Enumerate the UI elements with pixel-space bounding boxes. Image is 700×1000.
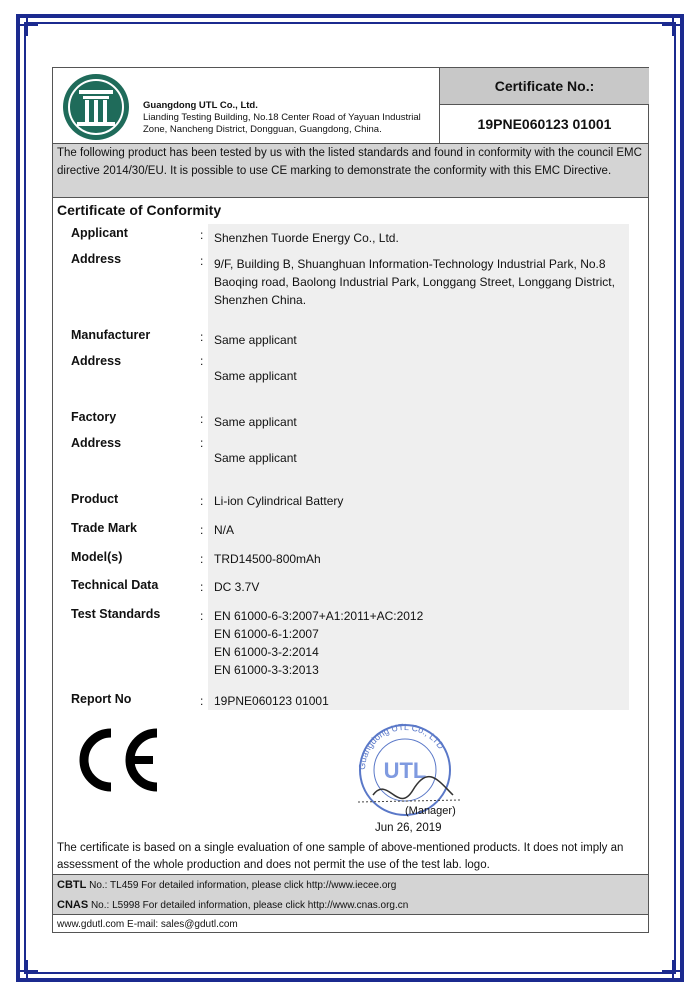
report-no-value: 19PNE060123 01001 — [214, 694, 329, 708]
model-value: TRD14500-800mAh — [214, 552, 321, 566]
certificate-header — [53, 68, 648, 144]
issue-date: Jun 26, 2019 — [375, 822, 442, 834]
test-standard-item: EN 61000-3-2:2014 — [214, 645, 319, 659]
utl-logo-icon — [61, 72, 131, 142]
applicant-label: Applicant — [71, 226, 128, 240]
cnas-text: No.: L5998 For detailed information, please click http://www.cnas.org.cn — [88, 900, 409, 911]
test-standards-label: Test Standards — [71, 607, 161, 621]
corner-ornament — [662, 14, 684, 36]
colon: : — [200, 580, 204, 594]
colon: : — [200, 412, 204, 426]
certificate-title: Certificate of Conformity — [57, 202, 222, 218]
manufacturer-value: Same applicant — [214, 333, 297, 347]
manufacturer-address-label: Address — [71, 354, 122, 368]
certificate-number-label: Certificate No.: — [440, 68, 649, 105]
applicant-address-label: Address — [71, 252, 122, 266]
colon: : — [200, 228, 204, 242]
factory-value: Same applicant — [214, 415, 297, 429]
model-label: Model(s) — [71, 550, 123, 564]
stamp-logo-text: UTL — [383, 758, 427, 783]
company-address-line1: Lianding Testing Building, No.18 Center Road of Yayuan Industrial — [143, 112, 421, 123]
cbtl-text: No.: TL459 For detailed information, please click http://www.iecee.org — [86, 880, 397, 891]
colon: : — [200, 436, 204, 450]
product-label: Product — [71, 492, 119, 506]
trademark-value: N/A — [214, 523, 235, 537]
technical-data-label: Technical Data — [71, 578, 159, 592]
manufacturer-address-value: Same applicant — [214, 369, 297, 383]
ce-mark-icon — [73, 725, 163, 795]
factory-label: Factory — [71, 410, 117, 424]
cnas-label: CNAS — [57, 899, 89, 911]
corner-ornament — [662, 960, 684, 982]
intro-statement: The following product has been tested by us with the listed standards and found in conformity with the council EMC directive 2014/30/EU. It is possible to use CE marking to demonstrate the conformity with this EMC Directive. — [53, 144, 648, 198]
test-standard-item: EN 61000-3-3:2013 — [214, 663, 319, 677]
cbtl-label: CBTL — [57, 879, 87, 891]
colon: : — [200, 523, 204, 537]
test-standards-list — [214, 607, 634, 679]
corner-ornament — [16, 14, 38, 36]
factory-address-value: Same applicant — [214, 451, 297, 465]
colon: : — [200, 609, 204, 623]
manager-label: (Manager) — [405, 805, 456, 817]
test-standard-item: EN 61000-6-3:2007+A1:2011+AC:2012 — [214, 609, 424, 623]
certificate-number-value: 19PNE060123 01001 — [477, 116, 612, 132]
applicant-value: Shenzhen Tuorde Energy Co., Ltd. — [214, 231, 399, 245]
factory-address-label: Address — [71, 436, 122, 450]
company-info — [143, 100, 443, 136]
company-name: Guangdong UTL Co., Ltd. — [143, 100, 258, 111]
trademark-label: Trade Mark — [71, 521, 138, 535]
stamp-text: Guangdong UTL Co., LTD — [356, 721, 447, 771]
manufacturer-label: Manufacturer — [71, 328, 151, 342]
colon: : — [200, 494, 204, 508]
colon: : — [200, 354, 204, 368]
corner-ornament — [16, 960, 38, 982]
colon: : — [200, 552, 204, 566]
contact-footer: www.gdutl.com E-mail: sales@gdutl.com — [53, 914, 648, 933]
certificate-number-box — [439, 68, 649, 143]
report-no-label: Report No — [71, 692, 132, 706]
product-value: Li-ion Cylindrical Battery — [214, 494, 344, 508]
cbtl-footer — [53, 874, 648, 894]
disclaimer-text: The certificate is based on a single evaluation of one sample of above-mentioned products. It does not imply an assessment of the whole production and does not permit the use of the test lab. logo. — [57, 842, 624, 871]
colon: : — [200, 330, 204, 344]
colon: : — [200, 254, 204, 268]
test-standard-item: EN 61000-6-1:2007 — [214, 627, 319, 641]
cnas-footer — [53, 894, 648, 914]
colon: : — [200, 694, 204, 708]
applicant-address-value: 9/F, Building B, Shuanghuan Information-Technology Industrial Park, No.8 Baoqing road, Baolong Industrial Park, Longgang Street, Longgang District, Shenzhen China. — [214, 257, 615, 307]
technical-data-value: DC 3.7V — [214, 580, 260, 594]
certificate-document — [52, 67, 649, 933]
company-address-line2: Zone, Nancheng District, Dongguan, Guangdong, China. — [143, 124, 382, 135]
